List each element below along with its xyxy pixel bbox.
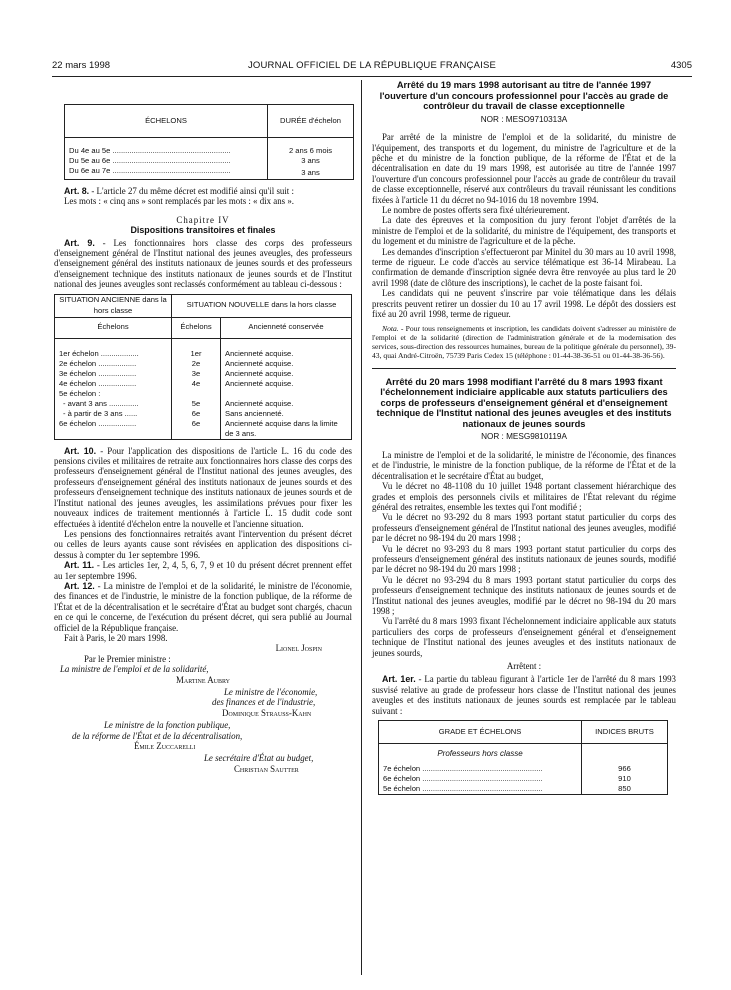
table-row: Du 6e au 7e ........................................................ 3 ans — [65, 166, 354, 180]
left-column: ÉCHELONS DURÉE d'échelon Du 4e au 5e ........................................................ 2 ans 6 mois Du 5e au 6e ........................................................ 3 ans Du 6e au 7e ........................................................ 3 ans Art. 8. - L'article 27 du même décret est modifié ainsi qu'il suit : Les mots : « cinq ans » sont remplacés par les mots : « dix ans ». Chapitre IV Dispositions transitoires et finales Art. 9. - Les fonctionnaires hors classe des corps des professeurs d'enseignement général de l'Institut national des jeunes aveugles, des professeurs d'enseignement général des instituts nationaux de jeunes sourds et des professeurs d'enseignement technique des instituts nationaux de jeunes sourds et de l'Institut national des jeunes aveugles sont reclassés conformément au tableau ci-dessous : SITUATION ANCIENNE dans la hors classe SITUATION NOUVELLE dans la hors classe Échelons Échelons Ancienneté conservée 1er échelon .................. 1er Ancienneté acquise. 2e échelon .................. 2e Ancienneté acquise. 3e échelon .................. 3e Ancienneté acquise. 4e échelon .................. 4e Ancienneté acquise. 5e échelon : - avant 3 ans .............. 5e Ancienneté acquise. - à partir de 3 ans ...... 6e Sans ancienneté. 6e échelon .................. 6e Ancienneté acquise dans la limite de 3 ans. Art. 10. - Pour l'application des dispositions de l'article L. 16 du code des pensions civiles et militaires de retraite aux fonctionnaires hors classe des corps des professeurs d'enseignement général de l'Institut national des jeunes aveugles, des professeurs d'enseignement général des instituts nationaux de jeunes sourds et des professeurs d'enseignement technique des instituts nationaux de jeunes sourds et de l'Institut national des jeunes aveugles, les assimilations prévues pour fixer les nouveaux indices de traitement mentionnés à l'article L. 15 dudit code sont effectuées à identité d'échelon entre la nouvelle et l'ancienne situation. Les pensions des fonctionnaires retraités avant l'intervention du présent décret ou celles de leurs ayants cause sont révisées en application des dispositions ci-dessus à compter du 1er septembre 1996. Art. 11. - Les articles 1er, 2, 4, 5, 6, 7, 9 et 10 du présent décret prennent effet au 1er septembre 1996. Art. 12. - La ministre de l'emploi et de la solidarité, le ministre de l'économie, des finances et de l'industrie, le ministre de la fonction publique, de la réforme de l'État et de la décentralisation et le secrétaire d'État au budget sont chargés, chacun en ce qui le concerne, de l'exécution du présent décret, qui sera publié au Journal officiel de la République française. Fait à Paris, le 20 mars 1998. Lionel Jospin Par le Premier ministre : La ministre de l'emploi et de la solidarité, Martine Aubry Le ministre de l'économie, des finances et de l'industrie, Dominique Strauss-Kahn Le ministre de la fonction publique, de la réforme de l'État et de la décentralisation, Émile Zuccarelli Le secrétaire d'État au budget, Christian Sautter — [54, 80, 352, 774]
article-8-p2: Les mots : « cinq ans » sont remplacés par les mots : « dix ans ». — [64, 196, 294, 207]
table-row: Du 4e au 5e ........................................................ 2 ans 6 mois — [65, 146, 354, 156]
page-number: 4305 — [670, 60, 692, 71]
indices-table — [378, 720, 668, 795]
article-11: Art. 11. - Les articles 1er, 2, 4, 5, 6, 7, 9 et 10 du présent décret prennent effet au 1er septembre 1996. — [54, 560, 352, 581]
page-header — [52, 60, 692, 74]
minister-3-name: Émile Zuccarelli — [134, 741, 196, 752]
table-row: Du 5e au 6e ........................................................ 3 ans — [65, 156, 354, 166]
section-divider — [372, 368, 676, 369]
arrete-1-nor: NOR : MESO9710313A — [480, 114, 568, 124]
table-row: 3e échelon .................. 3e Ancienneté acquise. — [55, 369, 352, 379]
minister-3-title: Le ministre de la fonction publique, — [104, 720, 231, 731]
col-header-duree: DURÉE d'échelon — [280, 115, 341, 125]
article-1: Art. 1er. - La partie du tableau figurant à l'article 1er de l'arrêté du 8 mars 1993 susvisé relative au grade de professeur hors classe de l'Institut national des jeunes aveugles et des instituts nationaux de jeunes sourds est remplacée par le tableau suivant : — [372, 674, 676, 716]
arrete-2-title: Arrêté du 20 mars 1998 modifiant l'arrêté du 8 mars 1993 fixant l'échelonnement indiciaire applicable aux statuts particuliers des corps de professeurs d'enseignement général et d'enseignement technique de l'Institut national des jeunes aveugles et des instituts nationaux de jeunes sourds — [376, 376, 672, 429]
article-10: Art. 10. - Pour l'application des dispositions de l'article L. 16 du code des pensions civiles et militaires de retraite aux fonctionnaires hors classe des corps des professeurs d'enseignement général de l'Institut national des jeunes aveugles, des professeurs d'enseignement général des instituts nationaux de jeunes sourds et des professeurs d'enseignement technique des instituts nationaux de jeunes sourds et de l'Institut national des jeunes aveugles, les assimilations prévues pour fixer les nouveaux indices de traitement mentionnés à l'article L. 15 dudit code sont effectuées à identité d'échelon entre la nouvelle et l'ancienne situation. — [54, 445, 352, 529]
fait-a-paris: Fait à Paris, le 20 mars 1998. — [64, 632, 168, 643]
minister-1-name: Martine Aubry — [175, 674, 230, 685]
header-rule — [52, 76, 692, 77]
minister-2-name: Dominique Strauss-Kahn — [222, 707, 312, 718]
signature-pm: Lionel Jospin — [275, 643, 322, 654]
minister-4-title: Le secrétaire d'État au budget, — [204, 753, 314, 764]
par-premier-ministre: Par le Premier ministre : — [84, 653, 171, 664]
journal-title: JOURNAL OFFICIEL DE LA RÉPUBLIQUE FRANÇAISE — [247, 60, 497, 71]
column-divider — [361, 80, 362, 975]
table-row: 6e échelon .................. 6e Ancienneté acquise dans la limite de 3 ans. — [55, 419, 352, 440]
table-row: 1er échelon .................. 1er Ancienneté acquise. — [55, 349, 352, 359]
arretent: Arrêtent : — [506, 661, 542, 671]
table-row: 5e échelon ......................................................... 850 — [379, 784, 668, 795]
col-header-indices: INDICES BRUTS — [595, 726, 654, 736]
chapter-title: Dispositions transitoires et finales — [130, 225, 276, 236]
header-date: 22 mars 1998 — [52, 60, 111, 71]
minister-2-title: Le ministre de l'économie, — [224, 687, 318, 697]
col-header-grade: GRADE ET ÉCHELONS — [379, 721, 582, 744]
col-header-echelons: ÉCHELONS — [65, 105, 268, 138]
col-header-situation-ancienne: SITUATION ANCIENNE dans la hors classe — [55, 294, 172, 317]
arrete-1-title: Arrêté du 19 mars 1998 autorisant au titre de l'année 1997 l'ouverture d'un concours professionnel pour l'accès au grade de contrôleur du travail de classe exceptionnelle — [379, 80, 669, 112]
nota: Nota. - Pour tous renseignements et inscription, les candidats doivent s'adresser au ministère de l'emploi et de la solidarité (direction de l'administration générale et de la modernisation des services, sous-direction des ressources humaines, bureau de la politique générale du personnel), 39-43, quai André-Citroën, 75739 Paris Cedex 15 (téléphone : 01-44-38-36-51 ou 01-44-38-36-56). — [372, 323, 676, 360]
table-row: 6e échelon ......................................................... 910 — [379, 774, 668, 784]
table-row: 4e échelon .................. 4e Ancienneté acquise. — [55, 379, 352, 389]
right-column: Arrêté du 19 mars 1998 autorisant au titre de l'année 1997 l'ouverture d'un concours professionnel pour l'accès au grade de contrôleur du travail de classe exceptionnelle NOR : MESO9710313A Par arrêté de la ministre de l'emploi et de la solidarité, du ministre de l'équipement, des transports et du logement, du ministre de l'agriculture et de la pêche et du ministre de la fonction publique, de la réforme de l'État et de la décentralisation en date du 19 mars 1998, est autorisée au titre de l'année 1997 l'ouverture d'un concours professionnel pour l'accès au grade de contrôleur du travail de classe exceptionnelle, réservé aux contrôleurs du travail réunissant les conditions fixées à l'article 11 du décret no 94-1016 du 18 novembre 1994. Le nombre de postes offerts sera fixé ultérieurement. La date des épreuves et la composition du jury feront l'objet d'arrêtés de la ministre de l'emploi et de la solidarité, du ministre de l'équipement, des transports et du logement et du ministre de l'agriculture et de la pêche. Les demandes d'inscription s'effectueront par Minitel du 30 mars au 10 avril 1998, terme de rigueur. Le code d'accès au service télématique est 36-14 Mirabeau. La confirmation de demande d'inscription signée devra être renvoyée au plus tard le 20 avril 1998 (date de clôture des inscriptions), le cachet de la poste faisant foi. Les candidats qui ne peuvent s'inscrire par voie télématique dans les délais prescrits peuvent retirer un dossier du 10 au 17 avril 1998. Le dépôt des dossiers est fixé au 20 avril 1998, terme de rigueur. Nota. - Pour tous renseignements et inscription, les candidats doivent s'adresser au ministère de l'emploi et de la solidarité (direction de l'administration générale et de la modernisation des services, sous-direction des ressources humaines, bureau de la politique générale du personnel), 39-43, quai André-Citroën, 75739 Paris Cedex 15 (téléphone : 01-44-38-36-51 ou 01-44-38-36-56). Arrêté du 20 mars 1998 modifiant l'arrêté du 8 mars 1993 fixant l'échelonnement indiciaire applicable aux statuts particuliers des corps de professeurs d'enseignement général et d'enseignement technique de l'Institut national des jeunes aveugles et des instituts nationaux de jeunes sourds NOR : MESG9810119A La ministre de l'emploi et de la solidarité, le ministre de l'économie, des finances et de l'industrie, le ministre de la fonction publique, de la réforme de l'État et de la décentralisation et le secrétaire d'État au budget, Vu le décret no 48-1108 du 10 juillet 1948 portant classement hiérarchique des grades et emplois des personnels civils et militaires de l'État relevant du régime général des retraites, ensemble les textes qui l'ont modifié ; Vu le décret no 93-292 du 8 mars 1993 portant statut particulier du corps des professeurs d'enseignement général de l'Institut national des jeunes aveugles, modifié par le décret no 98-194 du 20 mars 1998 ; Vu le décret no 93-293 du 8 mars 1993 portant statut particulier du corps des professeurs d'enseignement général des instituts nationaux de jeunes sourds, modifié par le décret no 98-194 du 20 mars 1998 ; Vu le décret no 93-294 du 8 mars 1993 portant statut particulier du corps des professeurs d'enseignement technique des instituts nationaux de jeunes sourds et de l'Institut national des jeunes aveugles, modifié par le décret no 98-194 du 20 mars 1998 ; Vu l'arrêté du 8 mars 1993 fixant l'échelonnement indiciaire applicable aux statuts particuliers des corps de professeurs d'enseignement général et d'enseignement technique de l'Institut national des jeunes aveugles et des instituts nationaux de jeunes sourds, Arrêtent : Art. 1er. - La partie du tableau figurant à l'article 1er de l'arrêté du 8 mars 1993 susvisé relative au grade de professeur hors classe de l'Institut national des jeunes aveugles et des instituts nationaux de jeunes sourds est remplacée par le tableau suivant : GRADE ET ÉCHELONS INDICES BRUTS Professeurs hors classe 7e échelon ......................................................... 966 6e échelon ......................................................... 910 5e échelon ......................................................... 850 — [372, 80, 676, 794]
minister-4-name: Christian Sautter — [234, 763, 299, 774]
reclassification-table: SITUATION ANCIENNE dans la hors classe SITUATION NOUVELLE dans la hors classe Échelons Échelons Ancienneté conservée 1er échelon .................. 1er Ancienneté acquise. 2e échelon .................. 2e Ancienneté acquise. 3e échelon .................. 3e Ancienneté acquise. 4e échelon .................. 4e Ancienneté acquise. 5e échelon : - avant 3 ans .............. 5e Ancienneté acquise. - à partir de 3 ans ...... 6e Sans ancienneté. 6e échelon .................. 6e Ancienneté acquise dans la limite de 3 ans. — [54, 294, 352, 440]
arrete-2-nor: NOR : MESG9810119A — [481, 432, 567, 442]
table-row: - à partir de 3 ans ...... 6e Sans ancienneté. — [55, 409, 352, 419]
article-10-p2: Les pensions des fonctionnaires retraités avant l'intervention du présent décret ou celles de leurs ayants cause sont révisées en application des dispositions ci-dessus à compter du 1er septembre 1996. — [54, 528, 352, 560]
col-header-situation-nouvelle: SITUATION NOUVELLE dans la hors classe — [186, 300, 337, 310]
minister-1-title: La ministre de l'emploi et de la solidarité, — [60, 664, 209, 675]
table-row: 5e échelon : — [55, 389, 352, 399]
subheader-professeurs: Professeurs hors classe — [379, 744, 582, 765]
table-row: 2e échelon .................. 2e Ancienneté acquise. — [55, 359, 352, 369]
article-8: Art. 8. - L'article 27 du même décret est modifié ainsi qu'il suit : — [64, 186, 294, 196]
article-9: Art. 9. - Les fonctionnaires hors classe des corps des professeurs d'enseignement général de l'Institut national des jeunes aveugles, des professeurs d'enseignement général des instituts nationaux de jeunes sourds et des professeurs d'enseignement technique des instituts nationaux de jeunes sourds et de l'Institut national des jeunes aveugles sont reclassés conformément au tableau ci-dessous : — [54, 237, 352, 290]
chapter-heading: Chapitre IV — [176, 214, 230, 225]
table-row: - avant 3 ans .............. 5e Ancienneté acquise. — [55, 399, 352, 409]
article-12: Art. 12. - La ministre de l'emploi et de la solidarité, le ministre de l'économie, des finances et de l'industrie, le ministre de la fonction publique, de la réforme de l'État et de la décentralisation et le secrétaire d'État au budget sont chargés, chacun en ce qui le concerne, de l'exécution du présent décret, qui sera publié au Journal officiel de la République française. — [54, 580, 352, 633]
echelon-duration-table — [64, 104, 354, 180]
table-row: 7e échelon ......................................................... 966 — [379, 764, 668, 774]
